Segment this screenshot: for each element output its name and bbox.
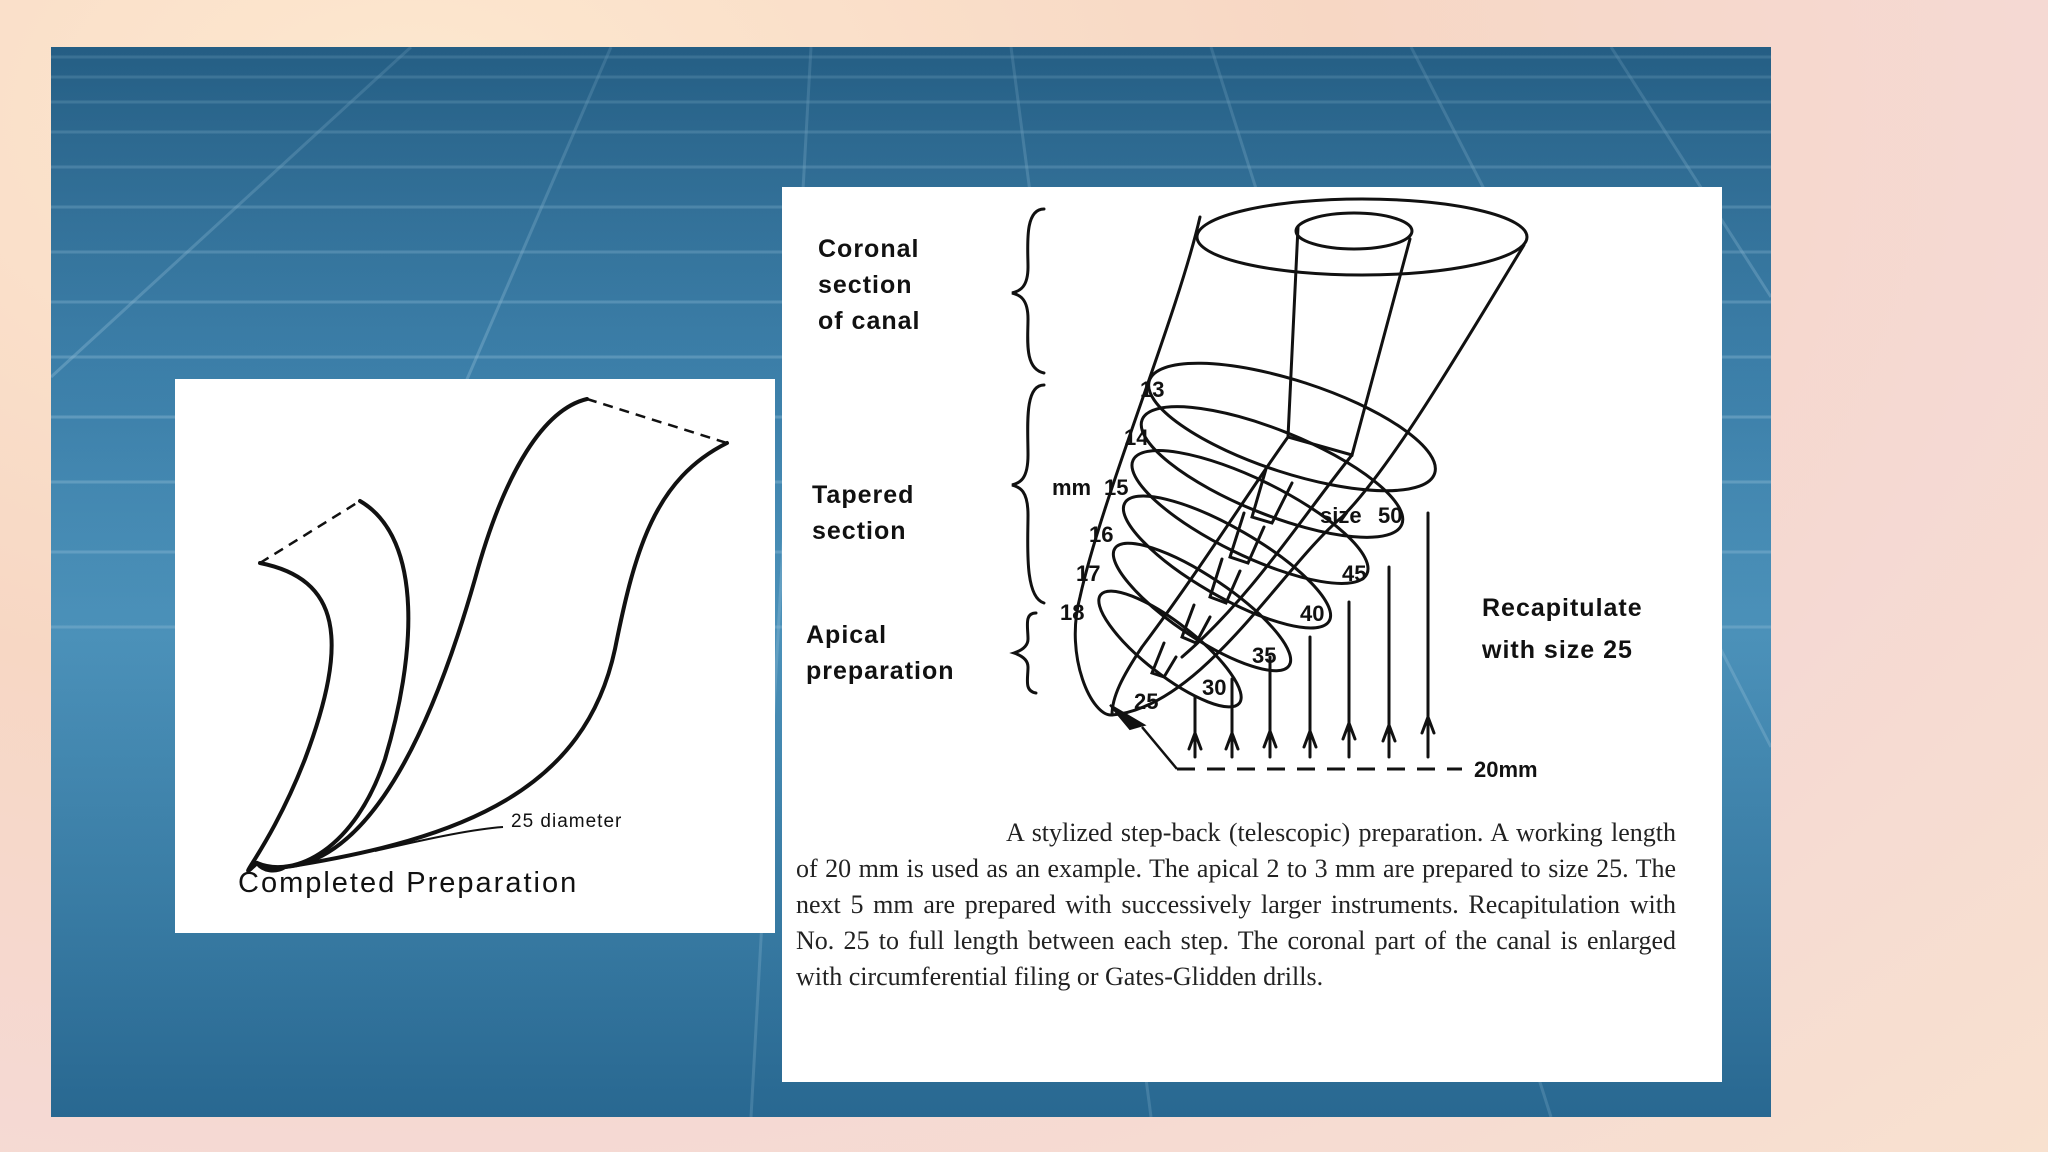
mm-prefix: mm xyxy=(1052,475,1092,500)
completed-preparation-title: Completed Preparation xyxy=(238,867,579,899)
size-label-40: 40 xyxy=(1300,601,1325,626)
slide xyxy=(51,47,1771,1117)
level-label-13: 13 xyxy=(1140,377,1165,402)
size-label-45: 45 xyxy=(1342,561,1367,586)
size-prefix: size xyxy=(1320,503,1362,528)
diameter-label: 25 diameter xyxy=(511,811,623,832)
recapitulate-label: Recapitulate with size 25 xyxy=(1482,594,1643,664)
size-label-50: 50 xyxy=(1378,503,1403,528)
step-back-preparation-panel xyxy=(782,187,1722,1082)
level-label-14: 14 xyxy=(1124,425,1149,450)
apical-preparation-label: Apical preparation xyxy=(806,621,955,685)
coronal-section-label: Coronal section of canal xyxy=(818,235,921,335)
completed-preparation-panel xyxy=(175,379,775,933)
tapered-section-label: Tapered section xyxy=(812,481,915,545)
level-label-15: 15 xyxy=(1104,475,1129,500)
completed-preparation-drawing xyxy=(175,379,775,933)
level-label-16: 16 xyxy=(1089,522,1114,547)
size-label-30: 30 xyxy=(1202,675,1227,700)
level-label-18: 18 xyxy=(1060,600,1085,625)
step-back-diagram xyxy=(782,187,1722,807)
level-label-17: 17 xyxy=(1076,561,1101,586)
figure-caption: A stylized step-back (telescopic) preparation. A working length of 20 mm is used as an example. The apical 2 to 3 mm are prepared to size 25. The next 5 mm are prepared with successively larger instruments. Recapitulation with No. 25 to full length between each step. The coronal part of the canal is enlarged with circumferential filing or Gates-Glidden drills. xyxy=(796,818,1676,991)
size-label-35: 35 xyxy=(1252,643,1277,668)
working-length-label: 20mm xyxy=(1474,757,1538,782)
size-label-25: 25 xyxy=(1134,689,1159,714)
